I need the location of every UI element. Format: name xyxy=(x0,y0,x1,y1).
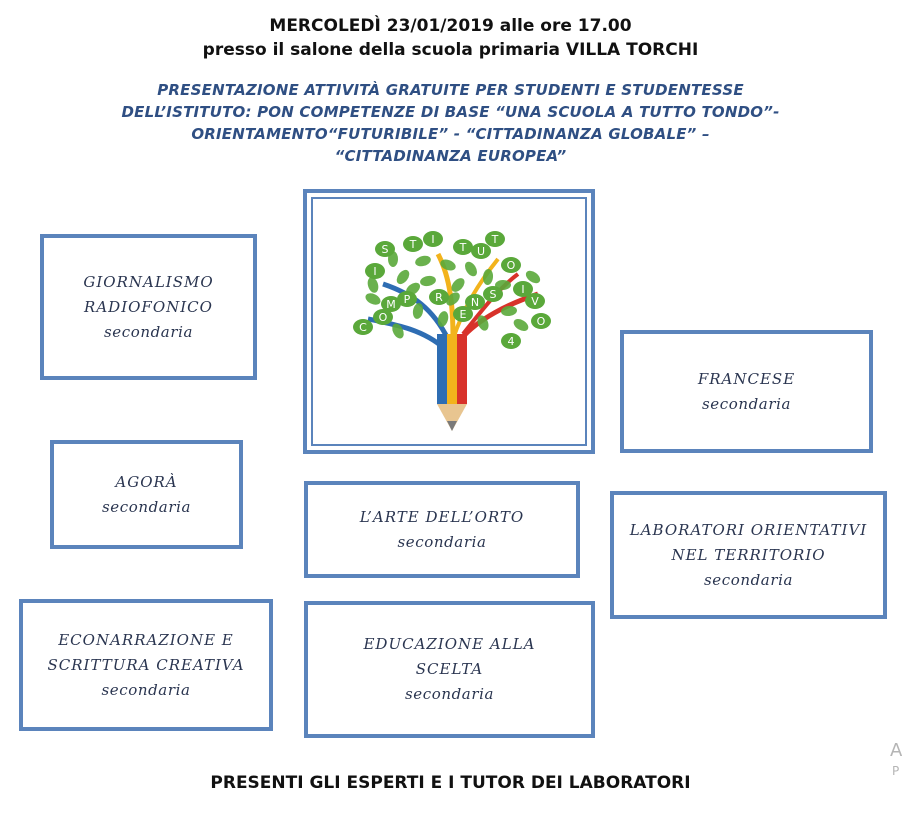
presentation-line-1: PRESENTAZIONE ATTIVITÀ GRATUITE PER STUDENTI E STUDENTESSE xyxy=(157,81,744,99)
lab-box-agora xyxy=(50,440,243,549)
lab-name-line-1: FRANCESE xyxy=(697,369,796,388)
lab-box-francese xyxy=(620,330,873,453)
school-logo xyxy=(311,197,587,446)
logo-letter: I xyxy=(373,265,377,278)
lab-name-line-1: LABORATORI ORIENTATIVI xyxy=(629,520,868,539)
logo-letter: M xyxy=(386,298,396,311)
lab-name-line-2: SCELTA xyxy=(415,660,484,678)
presentation-line-2: DELL’ISTITUTO: PON COMPETENZE DI BASE “UNA SCUOLA A TUTTO TONDO”- xyxy=(121,103,780,121)
logo-letter: O xyxy=(378,311,388,324)
logo-letter: U xyxy=(476,245,486,258)
leaf-icon xyxy=(463,260,480,279)
event-date: MERCOLEDÌ 23/01/2019 alle ore 17.00 xyxy=(269,16,632,36)
event-venue: presso il salone della scuola primaria VILLA TORCHI xyxy=(202,40,699,60)
logo-letter: C xyxy=(359,321,367,334)
lab-name-line-1: EDUCAZIONE ALLA xyxy=(363,635,536,653)
lab-level: secondaria xyxy=(101,680,191,699)
presentation-line-3: ORIENTAMENTO“FUTURIBILE” - “CITTADINANZA GLOBALE” – xyxy=(191,125,710,143)
lab-name-line-1: ECONARRAZIONE E xyxy=(58,630,234,649)
tree-pencil-logo-icon xyxy=(313,199,585,444)
leaf-icon xyxy=(364,291,383,307)
footer-note: PRESENTI GLI ESPERTI E I TUTOR DEI LABORATORI xyxy=(210,773,691,793)
lab-level: secondaria xyxy=(101,497,192,516)
logo-letter: E xyxy=(459,308,467,321)
lab-name-line-1: AGORÀ xyxy=(115,472,178,491)
pencil-yellow-stripe-icon xyxy=(447,334,457,404)
logo-letter: V xyxy=(531,295,539,308)
logo-letter: O xyxy=(506,259,516,272)
logo-letter: R xyxy=(435,291,443,304)
edge-fragment-p: P xyxy=(892,764,900,778)
logo-letter: N xyxy=(470,296,480,309)
logo-letter: S xyxy=(381,243,389,256)
lab-box-econarrazione xyxy=(19,599,273,731)
logo-letter: I xyxy=(431,233,435,246)
lab-name-line-1: L’ARTE DELL’ORTO xyxy=(359,507,525,526)
presentation-line-4: “CITTADINANZA EUROPEA” xyxy=(334,147,567,165)
lab-box-arte-orto xyxy=(304,481,580,578)
lab-level: secondaria xyxy=(404,685,495,703)
logo-letter: 4 xyxy=(507,335,515,348)
logo-letter: S xyxy=(489,288,497,301)
lab-name-line-2: SCRITTURA CREATIVA xyxy=(47,655,245,674)
logo-letter: T xyxy=(459,241,467,254)
lab-name-line-1: GIORNALISMO xyxy=(83,272,214,291)
lab-box-educazione-scelta xyxy=(304,601,595,738)
logo-letter: O xyxy=(536,315,546,328)
lab-name-line-2: RADIOFONICO xyxy=(84,297,213,316)
lab-level: secondaria xyxy=(103,322,194,341)
lab-box-laboratori-orientativi xyxy=(610,491,887,619)
edge-fragment-a: A xyxy=(890,740,902,761)
leaf-icon xyxy=(394,268,412,287)
lab-level: secondaria xyxy=(397,532,487,551)
pencil-red-stripe-icon xyxy=(457,334,467,404)
leaf-icon xyxy=(512,317,531,334)
lab-name-line-2: NEL TERRITORIO xyxy=(671,545,826,564)
logo-letter: T xyxy=(409,238,417,251)
logo-letter: I xyxy=(521,283,525,296)
leaf-icon xyxy=(482,269,493,286)
pencil-tip-icon xyxy=(447,421,457,431)
logo-letter: P xyxy=(403,293,411,306)
school-logo-frame xyxy=(303,189,595,454)
lab-box-giornalismo xyxy=(40,234,257,380)
lab-level: secondaria xyxy=(703,570,794,589)
logo-letter: T xyxy=(491,233,499,246)
leaf-icon xyxy=(419,275,437,288)
lab-level: secondaria xyxy=(701,394,792,413)
pencil-blue-stripe-icon xyxy=(437,334,447,404)
leaf-icon xyxy=(414,254,432,268)
